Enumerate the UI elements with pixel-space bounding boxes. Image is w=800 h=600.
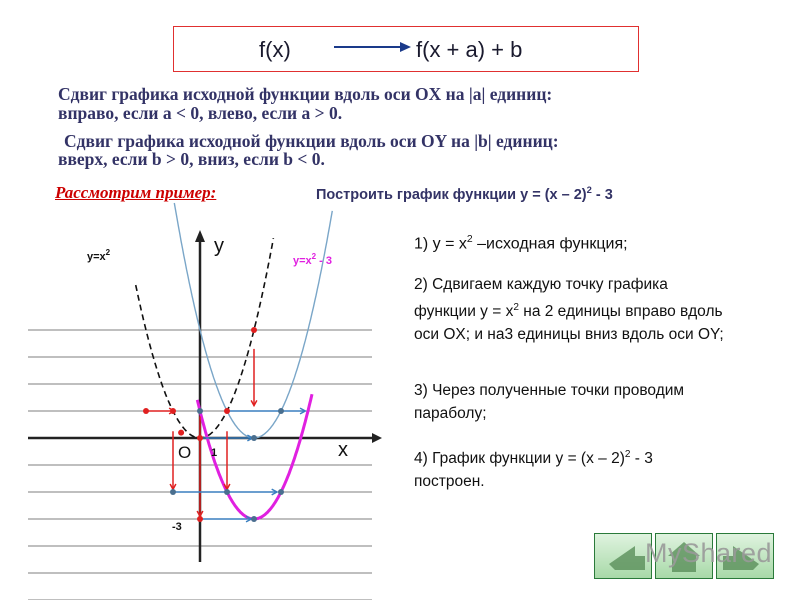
plot-point	[224, 408, 230, 414]
origin-label: O	[178, 443, 192, 462]
example-task: Построить график функции y = (x – 2)$^2$ - 3	[316, 184, 613, 203]
step-1: 1) $y = x^2$ –исходная функция;	[414, 234, 628, 253]
watermark-text: MyShared	[645, 538, 773, 568]
example-label: Рассмотрим пример:	[55, 183, 217, 202]
rule-oy-line2: вверх, если b > 0, вниз, если b < 0.	[58, 149, 325, 169]
plot-point	[278, 408, 284, 414]
label-shifted-parabola: $y=x^2 - 3$	[293, 252, 333, 267]
step-2: 2) Сдвигаем каждую точку графика функции $y = x^2$ на 2 единицы вправо вдоль оси OX; и на3 единицы вниз вдоль оси OY;	[414, 276, 724, 344]
y-axis-label: y	[214, 235, 224, 257]
rule-oy-line1: Сдвиг графика исходной функции вдоль оси OY на |b| единиц:	[64, 131, 559, 151]
rule-ox-line1: Сдвиг графика исходной функции вдоль оси OX на |a| единиц:	[58, 84, 553, 104]
tick-label-x1: 1	[211, 447, 218, 459]
plot-point	[178, 430, 184, 436]
label-base-parabola: $y=x^2$	[87, 248, 111, 263]
x-axis-label: x	[338, 439, 348, 461]
back-arrow-icon	[595, 534, 651, 578]
plot-point	[278, 489, 284, 495]
plot-point	[170, 408, 176, 414]
plot-point	[197, 435, 203, 441]
plot-point	[197, 516, 203, 522]
step-3: 3) Через полученные точки проводим параболу;	[414, 382, 685, 422]
plot-point	[224, 489, 230, 495]
plot-point	[251, 435, 257, 441]
plot-point	[197, 408, 203, 414]
formula-original: f(x)	[259, 37, 291, 62]
plot-point	[170, 489, 176, 495]
plot-point	[251, 516, 257, 522]
formula-transformed: f(x + a) + b	[416, 37, 523, 62]
step-4: 4) График функции y = (x – 2)$^2$ - 3 построен.	[414, 449, 653, 491]
plot-point	[251, 327, 257, 333]
shift-arrows	[146, 349, 305, 522]
y-axis-arrow-icon	[195, 230, 205, 242]
parabola-graph	[0, 0, 400, 533]
nav-back-button[interactable]	[594, 533, 652, 579]
x-axis-arrow-icon	[372, 433, 382, 443]
rule-ox-line2: вправо, если a < 0, влево, если a > 0.	[58, 103, 343, 123]
tick-label-y-neg3: -3	[172, 521, 182, 533]
parabola-base-dashed	[136, 238, 274, 438]
plot-point	[143, 408, 149, 414]
